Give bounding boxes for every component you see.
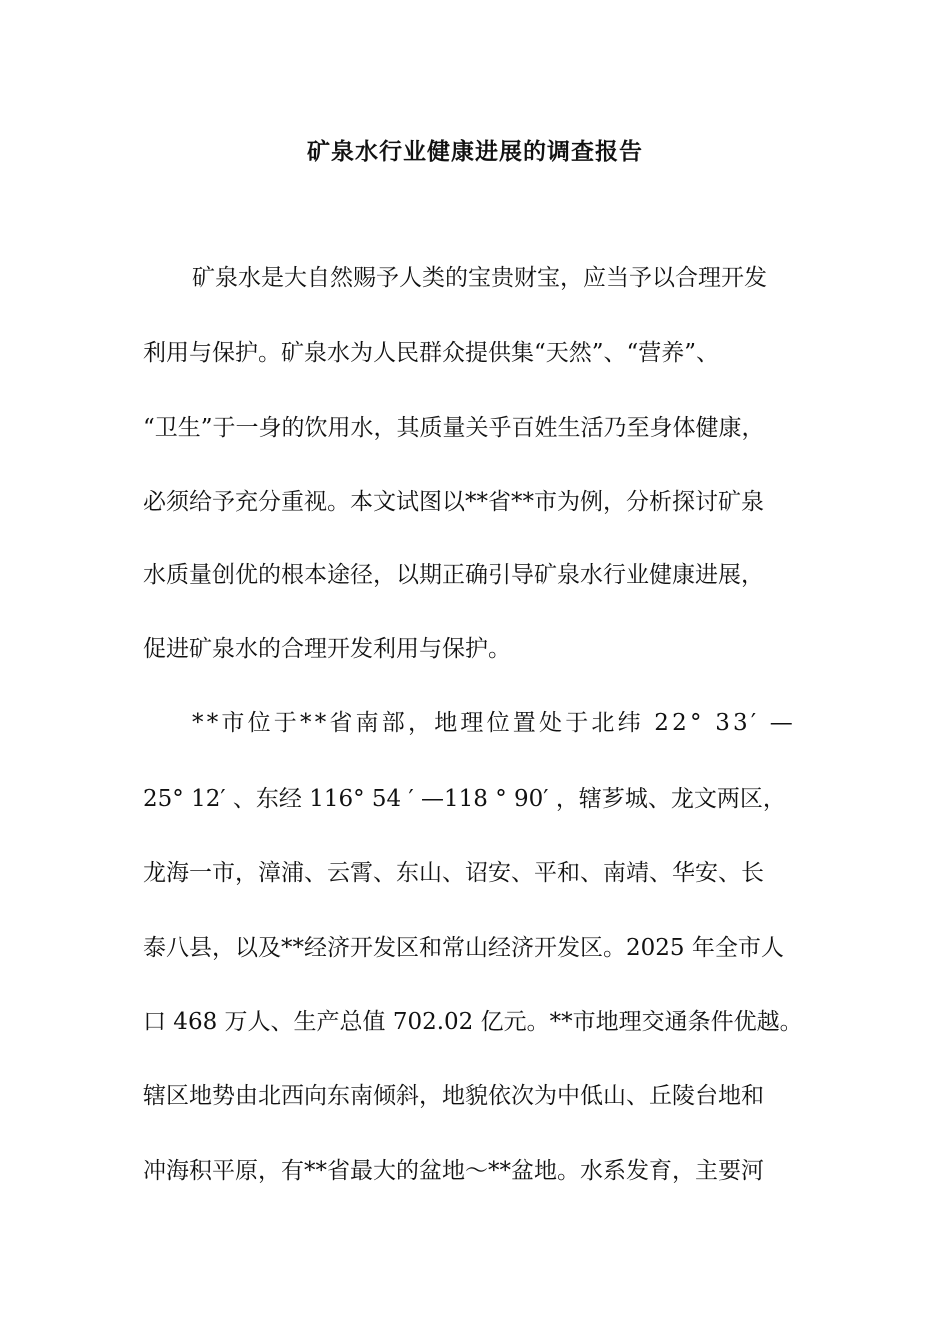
paragraph-1-line-2: 利用与保护。矿泉水为人民群众提供集“天然”、“营养”、 xyxy=(143,340,720,366)
paragraph-1-line-3: “卫生”于一身的饮用水，其质量关乎百姓生活乃至身体健康， xyxy=(143,415,765,441)
paragraph-1-line-1: 矿泉水是大自然赐予人类的宝贵财宝，应当予以合理开发 xyxy=(192,265,767,291)
paragraph-2-line-1: **市位于**省南部，地理位置处于北纬 22° 33′ — xyxy=(192,710,796,736)
paragraph-2-line-6: 辖区地势由北西向东南倾斜，地貌依次为中低山、丘陵台地和 xyxy=(143,1083,764,1109)
paragraph-2-line-7: 冲海积平原，有**省最大的盆地～**盆地。水系发育，主要河 xyxy=(143,1158,764,1184)
paragraph-1-line-4: 必须给予充分重视。本文试图以**省**市为例，分析探讨矿泉 xyxy=(143,489,764,515)
paragraph-2-line-3: 龙海一市，漳浦、云霄、东山、诏安、平和、南靖、华安、长 xyxy=(143,860,764,886)
paragraph-2-line-5: 口 468 万人、生产总值 702.02 亿元。**市地理交通条件优越。 xyxy=(143,1009,803,1035)
document-title: 矿泉水行业健康进展的调查报告 xyxy=(307,138,643,165)
paragraph-2-line-2: 25° 12′ 、东经 116° 54 ′ —118 ° 90′ ，辖芗城、龙文两区， xyxy=(143,786,786,812)
paragraph-2-line-4: 泰八县，以及**经济开发区和常山经济开发区。2025 年全市人 xyxy=(143,935,784,961)
paragraph-1-line-6: 促进矿泉水的合理开发利用与保护。 xyxy=(143,636,511,662)
paragraph-1-line-5: 水质量创优的根本途径，以期正确引导矿泉水行业健康进展， xyxy=(143,562,764,588)
